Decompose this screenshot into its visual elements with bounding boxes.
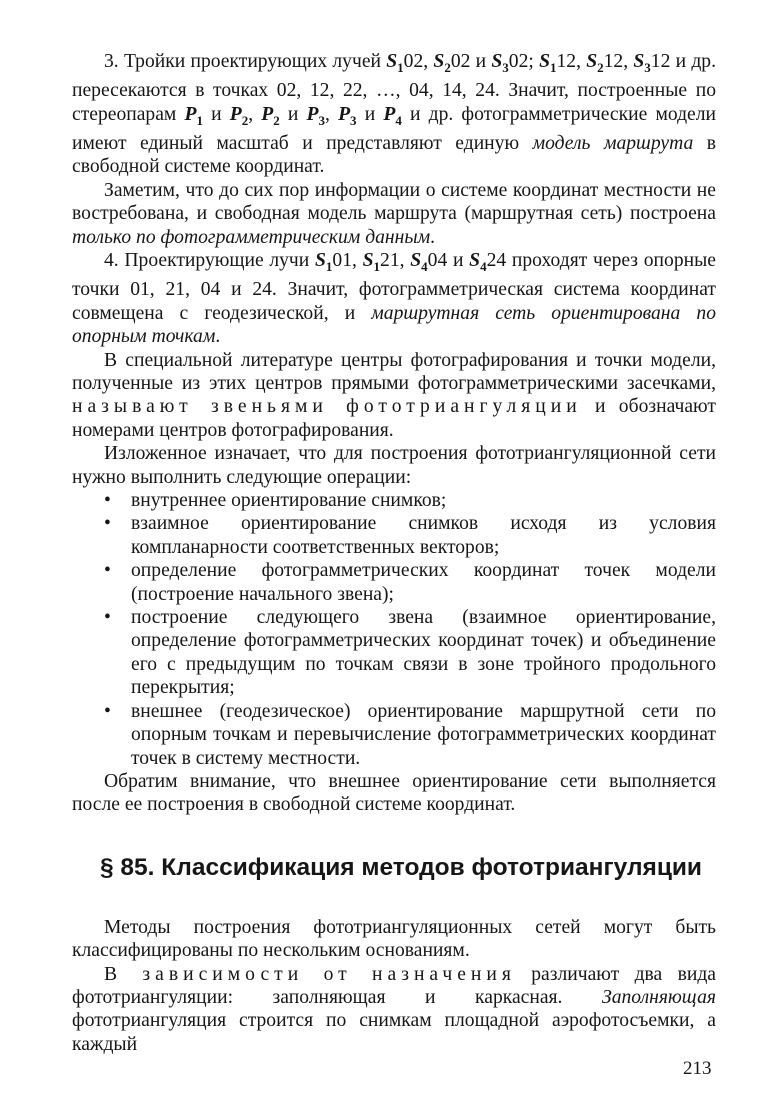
paragraph-literature: В специальной литературе центры фотографирования и точки модели, полученные из этих центров прямыми фотограмметрическими засечками, называют звеньями фототриангуляции и обозначают номерами центров фотографирования.	[72, 349, 716, 441]
math-symbol: $S_2$	[433, 51, 451, 75]
math-symbol: $S_3$	[491, 51, 509, 75]
math-symbol: $S_4$	[469, 250, 487, 274]
paragraph-purpose: В зависимости от назначения различают два вида фототриангуляции: заполняющая и каркасная. Заполняющая фототриангуляция строится по снимкам площадной аэрофотосъемки, а каждый	[72, 963, 716, 1055]
math-symbol: $S_4$	[410, 250, 428, 274]
math-symbol: $S_1$	[386, 51, 404, 75]
paragraph-4: 4. Проектирующие лучи $S_101$, $S_121$, $S_404$ и $S_424$ проходят через опорные точки 01, 21, 04 и 24. Значит, фотограмметрическая система координат совмещена с геодезической, и маршрутная сеть ориентирована по опорным точкам.	[72, 250, 717, 348]
paragraph-3: 3. Тройки проектирующих лучей $S_102$, $S_202$ и $S_302$; $S_112$, $S_212$, $S_312$ и др. пересекаются в точках 02, 12, 22, …, 04, 14, 24. Значит, построенные по стереопарам $P_1$ и $P_2$, $P_2$ и $P_3$, $P_3$ и $P_4$ и др. фотограмметрические модели имеют единый масштаб и представляют единую модель маршрута в свободной системе координат.	[72, 51, 717, 178]
list-item: • внутреннее ориентирование снимков;	[72, 489, 716, 512]
list-item: • внешнее (геодезическое) ориентирование маршрутной сети по опорным точкам и перевычисление фотограмметрических координат точек в систему местности.	[72, 700, 716, 770]
italic-term: только по фотограмметрическим данным	[72, 226, 431, 248]
italic-term: маршрутная сеть ориентирована по опорным точкам	[72, 302, 717, 348]
spaced-term: называют звеньями фототриангуляции	[72, 396, 582, 418]
section-heading: § 85. Классификация методов фототриангуляции	[100, 853, 702, 881]
math-symbol: $S_2$	[586, 51, 604, 75]
math-symbol: $P_2$	[229, 103, 249, 128]
list-item: • взаимное ориентирование снимков исходя из условия компланарности соответственных векторов;	[72, 512, 716, 559]
paragraph-remark: Заметим, что до сих пор информации о системе координат местности не востребована, и свободная модель маршрута (маршрутная сеть) построена только по фотограмметрическим данным.	[72, 179, 716, 248]
math-symbol: $S_1$	[362, 250, 381, 274]
paragraph-operations-intro: Изложенное изначает, что для построения фототриангуляционной сети нужно выполнить следующие операции:	[72, 443, 716, 488]
list-item: • построение следующего звена (взаимное ориентирование, определение фотограмметрических координат точек) и объединение его с предыдущим по точкам связи в зоне тройного продольного перекрытия;	[72, 606, 716, 700]
page-number: 213	[683, 1058, 712, 1079]
math-symbol: $P_4$	[383, 103, 402, 128]
math-symbol: $S_1$	[539, 51, 557, 75]
math-symbol: $P_2$	[261, 103, 280, 128]
page-body	[72, 50, 716, 1056]
spaced-term: В зависимости от назначения	[104, 963, 516, 985]
paragraph-methods: Методы построения фототриангуляционных сетей могут быть классифицированы по нескольким основаниям.	[72, 916, 716, 962]
math-symbol: $P_3$	[338, 103, 357, 128]
math-symbol: $P_3$	[306, 103, 326, 128]
italic-term: модель маршрута	[532, 133, 694, 155]
math-symbol: $P_1$	[184, 103, 203, 128]
list-item: • определение фотограмметрических координат точек модели (построение начального звена);	[72, 559, 716, 606]
operations-list	[72, 489, 716, 770]
math-symbol: $S_1$	[315, 250, 333, 274]
paragraph-note: Обратим внимание, что внешнее ориентирование сети выполняется после ее построения в свободной системе координат.	[72, 770, 716, 816]
math-symbol: $S_3$	[633, 51, 651, 75]
italic-term: Заполняющая	[602, 986, 716, 1008]
